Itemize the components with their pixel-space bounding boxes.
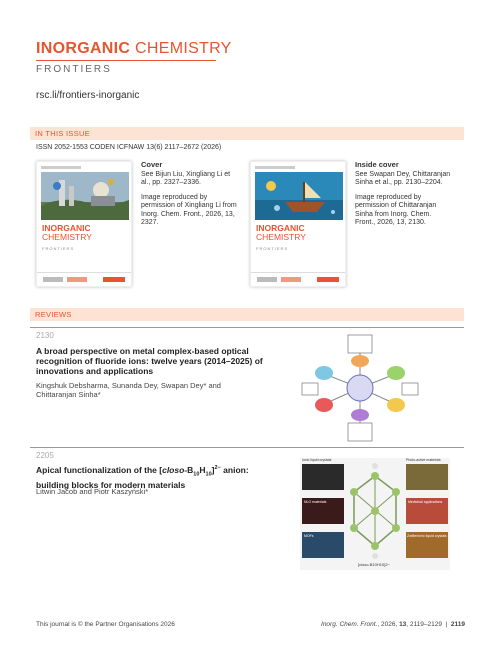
- in-this-issue-label: IN THIS ISSUE: [35, 129, 91, 138]
- journal-subtitle: FRONTIERS: [36, 64, 112, 75]
- inside-cover-thumbnail[interactable]: [250, 161, 346, 287]
- reviews-label: REVIEWS: [35, 310, 72, 319]
- graphic-label-nlo: NLO materials: [304, 500, 327, 504]
- journal-title: INORGANIC CHEMISTRY: [36, 40, 232, 57]
- graphic-label-ionic-lc: Ionic liquid crystals: [302, 458, 332, 462]
- inside-cover-caption: Inside cover See Swapan Dey, Chittaranjan Sinha et al., pp. 2130–2204. Image reproduced by permission of Chittaranjan Sinha from Inorg. Chem. Front., 2026, 13, 2130.: [355, 160, 451, 226]
- cover-thumbnail[interactable]: [36, 161, 132, 287]
- article-page-number: 2205: [36, 451, 54, 460]
- graphic-label-photoactive: Photo-active materials: [406, 458, 441, 462]
- closo-borane-graphic: [300, 458, 450, 570]
- graphic-label-mofs: MOFs: [304, 534, 314, 538]
- partner-logo-icon: [281, 277, 301, 282]
- article-title-link[interactable]: A broad perspective on metal complex-based optical recognition of fluoride ions: twelve years (2014–2025) of innovations and applications: [36, 346, 263, 376]
- article-divider: [30, 447, 464, 448]
- article-title-link[interactable]: Apical functionalization of the $[closo-B_{10}H_{10}]^{2-}$ anion: building blocks for modern materials: [36, 464, 249, 490]
- publisher-logo-icon: [257, 277, 277, 282]
- cover-image: [41, 172, 129, 220]
- footer-copyright: This journal is © the Partner Organisations 2026: [36, 621, 175, 628]
- rsc-logo-icon: [317, 277, 339, 282]
- footer-citation: Inorg. Chem. Front., 2026, 13, 2119–2129 | 2119: [321, 621, 465, 628]
- reviews-bar: [30, 308, 464, 321]
- inside-cover-journal-title: INORGANIC CHEMISTRY FRONTIERS: [256, 223, 306, 251]
- graphic-label-medicinal: Medicinal applications: [408, 500, 443, 504]
- cover-caption: Cover See Bijun Liu, Xingliang Li et al., pp. 2327–2336. Image reproduced by permission of Xingliang Li from Inorg. Chem. Front., 2026, 13, 2327.: [141, 160, 237, 226]
- publisher-logo-icon: [43, 277, 63, 282]
- fluoride-sensing-graphic: [300, 333, 420, 448]
- journal-url-link[interactable]: rsc.li/frontiers-inorganic: [36, 90, 140, 101]
- cover-journal-title: INORGANIC CHEMISTRY FRONTIERS: [42, 223, 92, 251]
- masthead-rule: [36, 60, 216, 61]
- graphic-label-zwitterionic: Zwitterionic liquid crystals: [407, 534, 447, 538]
- footer-page-number: 2119: [450, 621, 465, 628]
- article-divider: [30, 327, 464, 328]
- inside-cover-image: [255, 172, 343, 220]
- graphic-label-formula: [closo-B10H10]2−: [358, 562, 390, 567]
- article-page-number: 2130: [36, 331, 54, 340]
- partner-logo-icon: [67, 277, 87, 282]
- journal-masthead: [36, 40, 232, 75]
- rsc-logo-icon: [103, 277, 125, 282]
- article-authors: Kingshuk Debsharma, Sunanda Dey, Swapan Dey* and Chittaranjan Sinha*: [36, 381, 221, 399]
- issn-line: ISSN 2052-1553 CODEN ICFNAW 13(6) 2117–2672 (2026): [36, 144, 222, 151]
- article-authors: Litwin Jacob and Piotr Kaszyński*: [36, 487, 149, 496]
- in-this-issue-bar: [30, 127, 464, 140]
